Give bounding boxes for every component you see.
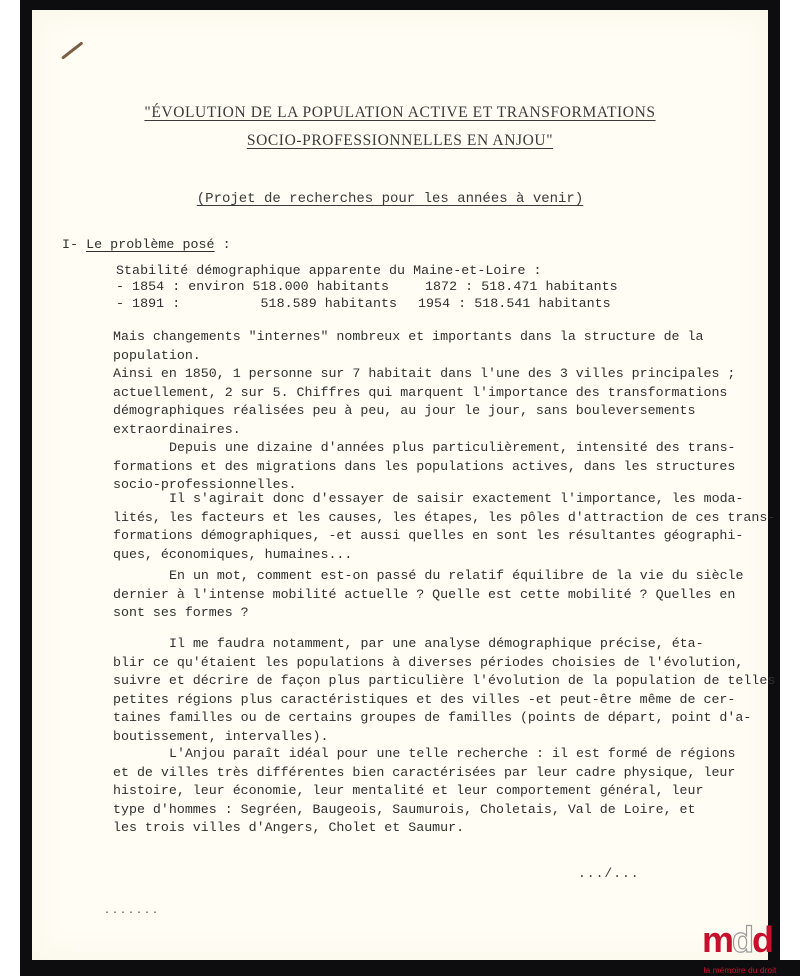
paragraph-line: Il s'agirait donc d'essayer de saisir exactement l'importance, les moda- (169, 491, 744, 506)
paragraph-line: histoire, leur économie, leur mentalité et leur comportement général, leur (113, 783, 704, 799)
population-row-1-left: - 1854 : environ 518.000 habitants (116, 279, 390, 294)
paragraph-line: Mais changements "internes" nombreux et importants dans la structure de la (113, 329, 704, 344)
paragraph-line: ques, économiques, humaines... (113, 546, 353, 562)
paragraph-line: boutissement, intervalles). (113, 728, 329, 744)
paragraph-4 (113, 567, 744, 623)
paragraph-line: Il me faudra notamment, par une analyse démographique précise, éta- (169, 636, 704, 651)
paragraph-2 (113, 439, 736, 495)
logo-letter-d-hollow: d (732, 919, 753, 960)
paragraph-1 (113, 328, 735, 440)
title-text-1: "ÉVOLUTION DE LA POPULATION ACTIVE ET TRANSFORMATIONS (144, 104, 656, 121)
paragraph-line: population. (113, 347, 201, 363)
logo-letter-d: d (752, 919, 773, 960)
paragraph-6 (113, 745, 736, 838)
subtitle-text: (Projet de recherches pour les années à venir) (196, 191, 584, 207)
paragraph-line: type d'hommes : Segréen, Baugeois, Saumurois, Choletais, Val de Loire, et (113, 801, 696, 817)
paragraph-line: suivre et décrire de façon plus particulière l'évolution de la population de telles (113, 673, 776, 689)
footer-dots: ....... (104, 906, 161, 917)
paragraph-line: Ainsi en 1850, 1 personne sur 7 habitait dans l'une des 3 villes principales ; (113, 366, 736, 382)
scan-bottom-border (20, 960, 800, 976)
population-row-2-left: - 1891 : 518.589 habitants (116, 296, 398, 311)
title-text-2: SOCIO-PROFESSIONNELLES EN ANJOU" (246, 132, 554, 149)
continuation-mark: .../... (578, 866, 640, 881)
paragraph-line: les trois villes d'Angers, Cholet et Saumur. (113, 820, 465, 836)
paragraph-line: taines familles ou de certains groupes de familles (points de départ, point d'a- (113, 710, 752, 726)
paragraph-line: et de villes très différentes bien caractérisées par leur cadre physique, leur (113, 764, 736, 780)
paragraph-line: actuellement, 2 sur 5. Chiffres qui marquent l'importance des transformations (113, 384, 728, 400)
paragraph-line: Depuis une dizaine d'années plus particulièrement, intensité des trans- (169, 440, 736, 455)
paragraph-line: extraordinaires. (113, 421, 241, 437)
paragraph-line: blir ce qu'étaient les populations à diverses périodes choisies de l'évolution, (113, 654, 744, 670)
document-title-line-2 (0, 132, 800, 150)
paragraph-3 (113, 490, 775, 564)
paragraph-line: formations démographiques, -et aussi quelles en sont les résultantes géographi- (113, 528, 744, 544)
section-colon: : (214, 237, 231, 252)
stability-heading: Stabilité démographique apparente du Maine-et-Loire : (116, 263, 542, 278)
paragraph-line: démographiques réalisées peu à peu, au jour le jour, sans bouleversements (113, 403, 696, 419)
logo-letter-m: m (702, 919, 733, 960)
paragraph-line: En un mot, comment est-on passé du relatif équilibre de la vie du siècle (169, 568, 744, 583)
population-row-2-right: 1954 : 518.541 habitants (418, 296, 611, 311)
paragraph-line: dernier à l'intense mobilité actuelle ? Quelle est cette mobilité ? Quelles en (113, 586, 736, 602)
document-title-line-1 (0, 104, 800, 122)
population-row-1-right: 1872 : 518.471 habitants (425, 279, 618, 294)
logo-tagline: la mémoire du droit (700, 964, 780, 976)
document-subtitle (0, 191, 780, 207)
mdd-logo[interactable] (700, 920, 780, 976)
section-title: Le problème posé (86, 237, 215, 252)
paragraph-line: L'Anjou paraît idéal pour une telle recherche : il est formé de régions (169, 746, 736, 761)
paragraph-line: socio-professionnelles. (113, 477, 297, 493)
paragraph-line: lités, les facteurs et les causes, les étapes, les pôles d'attraction de ces trans- (113, 509, 776, 525)
paragraph-5 (113, 635, 775, 747)
paragraph-line: sont ses formes ? (113, 605, 249, 621)
logo-wordmark (702, 920, 772, 960)
paragraph-line: petites régions plus caractéristiques et des villes -et peut-être même de cer- (113, 691, 736, 707)
section-heading (62, 236, 231, 255)
paragraph-line: formations et des migrations dans les populations actives, dans les structures (113, 458, 736, 474)
section-number: I- (62, 237, 79, 252)
